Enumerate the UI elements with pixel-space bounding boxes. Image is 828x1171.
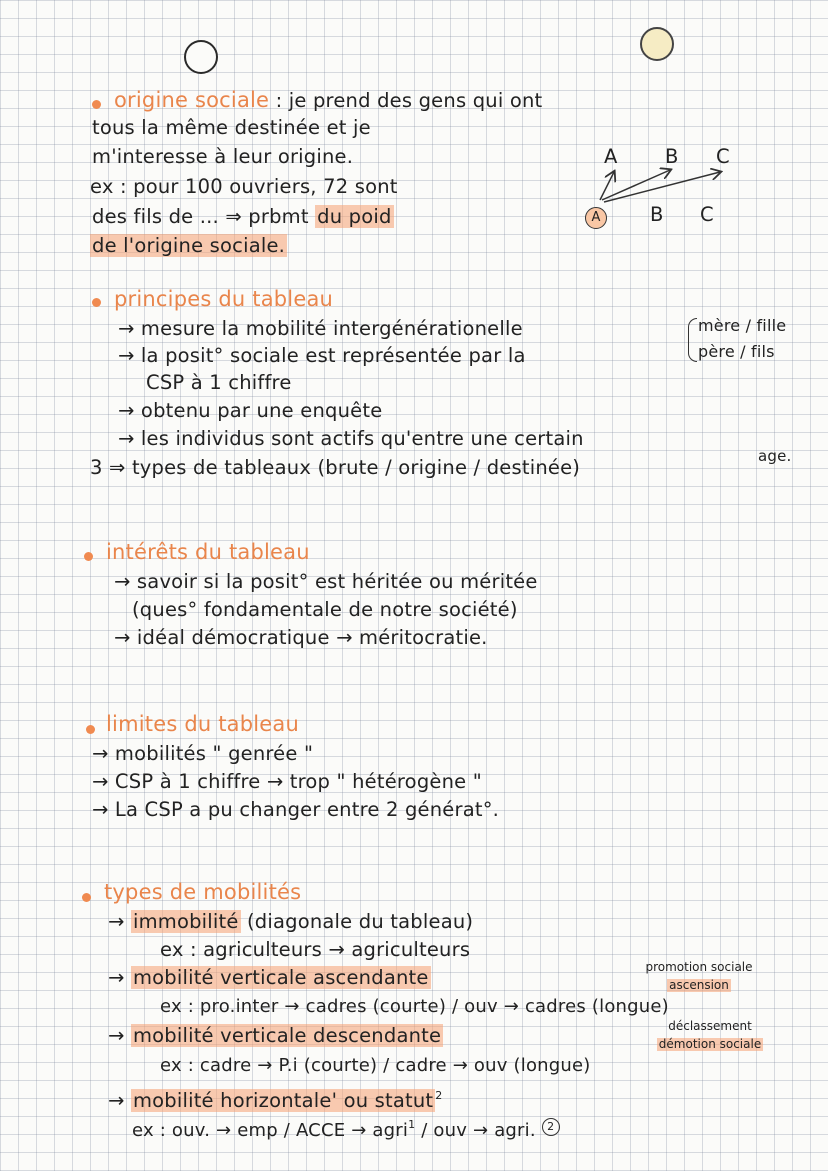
types-item-1-example: ex : agriculteurs → agriculteurs (160, 938, 471, 961)
bullet (84, 552, 93, 561)
binder-hole-right (640, 27, 674, 61)
note-age: age. (758, 447, 792, 465)
note-pere-fils: père / fils (698, 342, 775, 361)
limites-item-1: → mobilités " genrée " (92, 742, 314, 765)
interets-item-3: → idéal démocratique → méritocratie. (114, 626, 488, 649)
principes-item-3: CSP à 1 chiffre (146, 371, 292, 394)
bullet (92, 100, 101, 109)
binder-hole-left (184, 40, 218, 74)
bullet (86, 725, 95, 734)
diagram-top-c: C (716, 145, 730, 168)
section-title-types: types de mobilités (104, 880, 302, 904)
diagram-top-b: B (665, 145, 679, 168)
section1-line3: m'interesse à leur origine. (92, 145, 354, 168)
footnote-2-badge: 2 (542, 1118, 560, 1136)
diagram-top-a: A (604, 145, 618, 168)
principes-item-1: → mesure la mobilité intergénérationelle (118, 317, 523, 340)
section-title-origine: origine sociale (114, 88, 270, 112)
section-title-limites: limites du tableau (106, 712, 300, 736)
section1-line5: des fils de ... ⇒ prbmt du poid (92, 205, 392, 228)
footnote-1: 1 (408, 1118, 416, 1131)
principes-item-4: → obtenu par une enquête (118, 399, 383, 422)
diagram-bottom-a: A (585, 203, 607, 229)
note-mere-fille: mère / fille (698, 316, 787, 335)
interets-item-2: (ques° fondamentale de notre société) (132, 598, 518, 621)
interets-item-1: → savoir si la posit° est héritée ou méritée (114, 570, 538, 593)
diagram-bottom-b: B (650, 203, 664, 226)
parent-bracket (688, 318, 697, 362)
section1-line6: de l'origine sociale. (92, 234, 286, 257)
diagram-bottom-c: C (700, 203, 714, 226)
principes-item-2: → la posit° sociale est représentée par la (118, 344, 526, 367)
limites-item-3: → La CSP a pu changer entre 2 générat°. (92, 798, 500, 821)
section1-line1: origine sociale : je prend des gens qui ont (114, 88, 543, 112)
principes-item-5: → les individus sont actifs qu'entre une certain (118, 427, 584, 450)
types-item-1: → immobilité (diagonale du tableau) (108, 910, 474, 933)
diagram-arrows (590, 160, 740, 210)
note-declassement: déclassement démotion sociale (658, 1019, 762, 1051)
types-item-4-example: ex : ouv. → emp / ACCE → agri$^1$ / ouv → agri. 2 (132, 1113, 560, 1143)
types-item-3-example: ex : cadre → P.i (courte) / cadre → ouv (longue) (160, 1055, 591, 1076)
types-item-3: → mobilité verticale descendante (108, 1024, 442, 1047)
section1-line2: tous la même destinée et je (92, 116, 371, 139)
bullet (92, 298, 101, 307)
note-promotion: promotion sociale ascension (645, 960, 753, 992)
principes-conclusion: 3 ⇒ types de tableaux (brute / origine / destinée) (90, 456, 581, 479)
bullet (82, 893, 91, 902)
types-item-2: → mobilité verticale ascendante (108, 966, 429, 989)
section-title-principes: principes du tableau (114, 287, 334, 311)
types-item-4: → mobilité horizontale' ou statut $^2$ (108, 1089, 443, 1112)
types-item-2-example: ex : pro.inter → cadres (courte) / ouv → cadres (longue) (160, 996, 669, 1017)
section1-line4: ex : pour 100 ouvriers, 72 sont (90, 175, 398, 198)
limites-item-2: → CSP à 1 chiffre → trop " hétérogène " (92, 770, 482, 793)
section-title-interets: intérêts du tableau (106, 540, 310, 564)
